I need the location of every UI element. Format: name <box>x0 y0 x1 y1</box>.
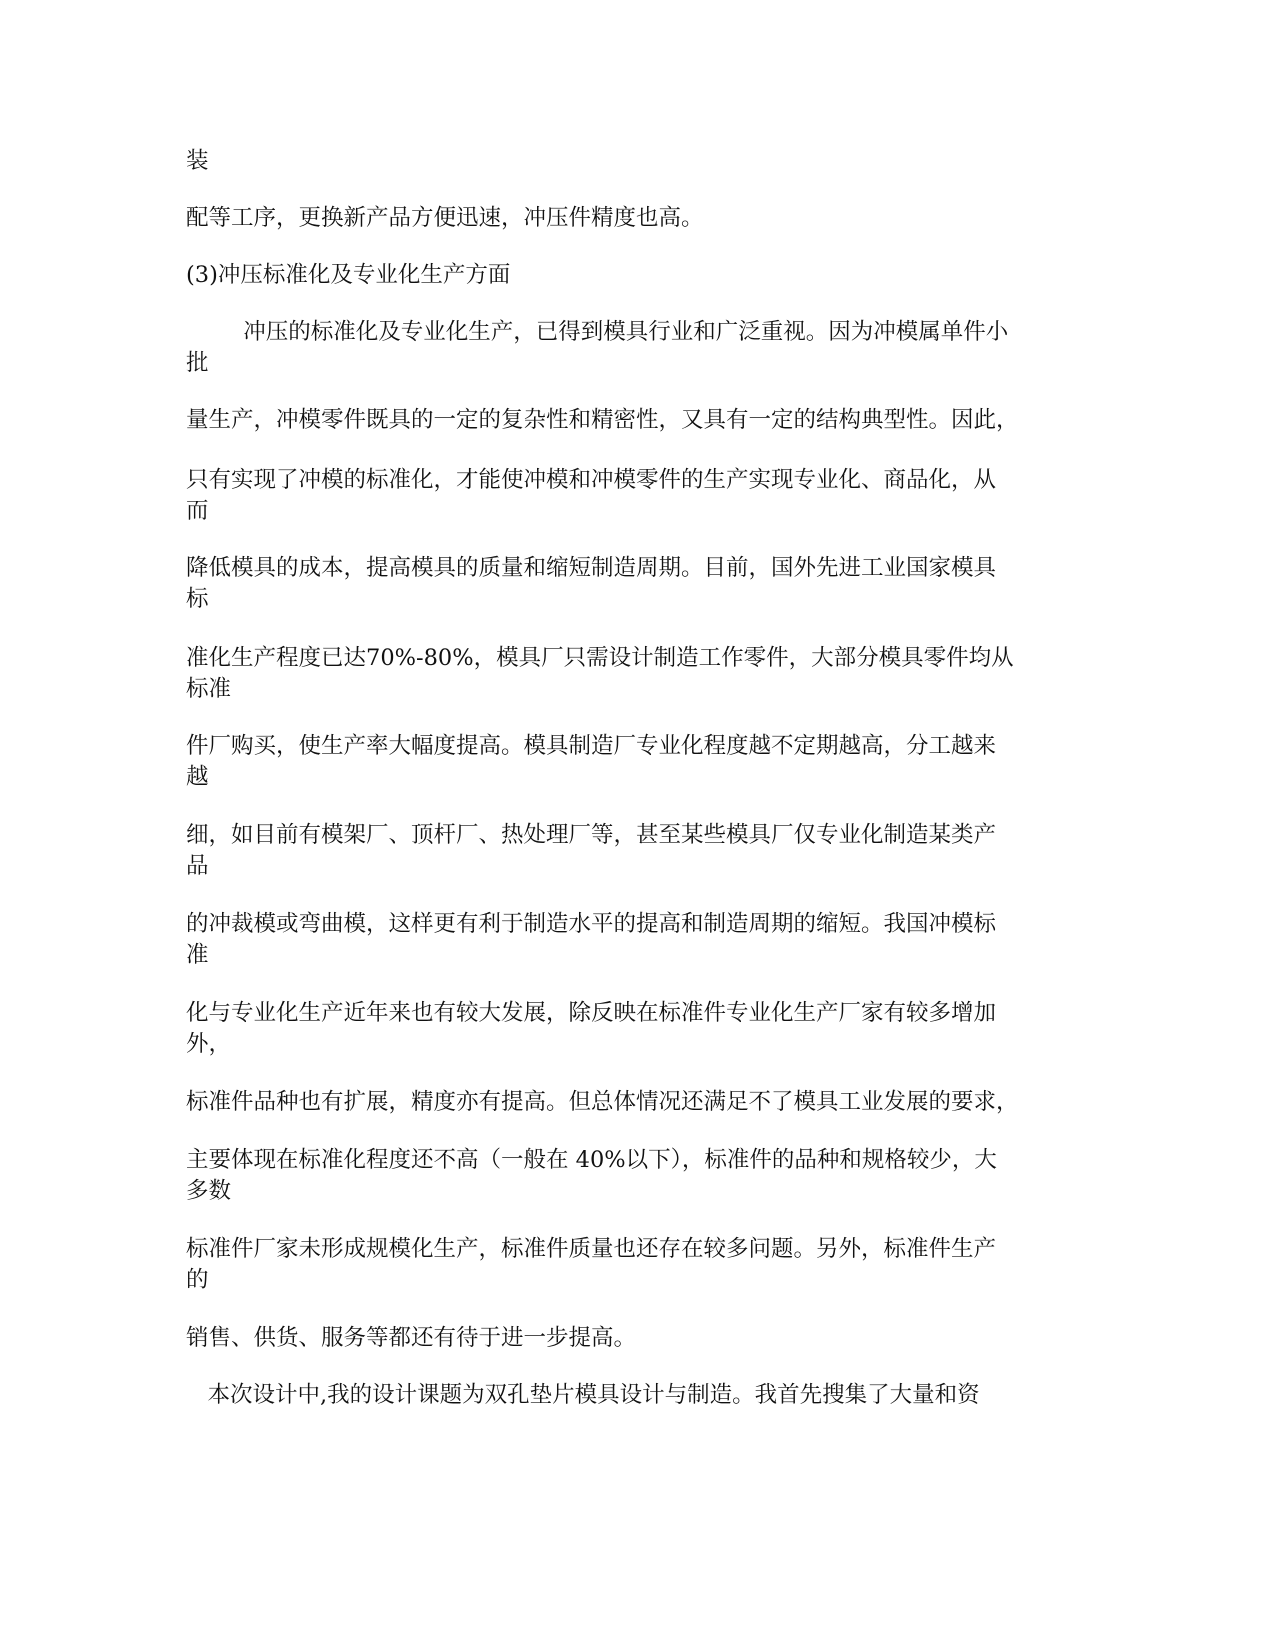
text-line: 冲压的标准化及专业化生产，已得到模具行业和广泛重视。因为冲模属单件小 批 <box>186 319 1009 376</box>
text-line: 量生产，冲模零件既具的一定的复杂性和精密性，又具有一定的结构典型性。因此， <box>186 407 1019 433</box>
text-line: 的冲裁模或弯曲模，这样更有利于制造水平的提高和制造周期的缩短。我国冲模标 准 <box>186 911 997 968</box>
text-line: 只有实现了冲模的标准化，才能使冲模和冲模零件的生产实现专业化、商品化，从 而 <box>186 467 997 524</box>
text-line: 准化生产程度已达70%-80%，模具厂只需设计制造工作零件，大部分模具零件均从 标准 <box>186 645 1014 702</box>
text-line: 装 <box>186 148 209 174</box>
text-line: 标准件厂家未形成规模化生产，标准件质量也还存在较多问题。另外，标准件生产 的 <box>186 1236 997 1293</box>
text-line: 配等工序，更换新产品方便迅速，冲压件精度也高。 <box>186 205 704 231</box>
section-heading: (3)冲压标准化及专业化生产方面 <box>186 262 511 288</box>
text-line: 销售、供货、服务等都还有待于进一步提高。 <box>186 1325 637 1351</box>
text-line: 标准件品种也有扩展，精度亦有提高。但总体情况还满足不了模具工业发展的要求， <box>186 1089 1019 1115</box>
text-line: 降低模具的成本，提高模具的质量和缩短制造周期。目前，国外先进工业国家模具 标 <box>186 555 997 612</box>
text-line: 主要体现在标准化程度还不高（一般在 40%以下），标准件的品种和规格较少，大 多数 <box>186 1147 997 1204</box>
text-line: 化与专业化生产近年来也有较大发展，除反映在标准件专业化生产厂家有较多增加 外， <box>186 1000 997 1057</box>
text-line: 本次设计中,我的设计课题为双孔垫片模具设计与制造。我首先搜集了大量和资 <box>186 1382 980 1408</box>
text-line: 细，如目前有模架厂、顶杆厂、热处理厂等，甚至某些模具厂仅专业化制造某类产 品 <box>186 822 997 879</box>
text-line: 件厂购买，使生产率大幅度提高。模具制造厂专业化程度越不定期越高，分工越来 越 <box>186 733 997 790</box>
